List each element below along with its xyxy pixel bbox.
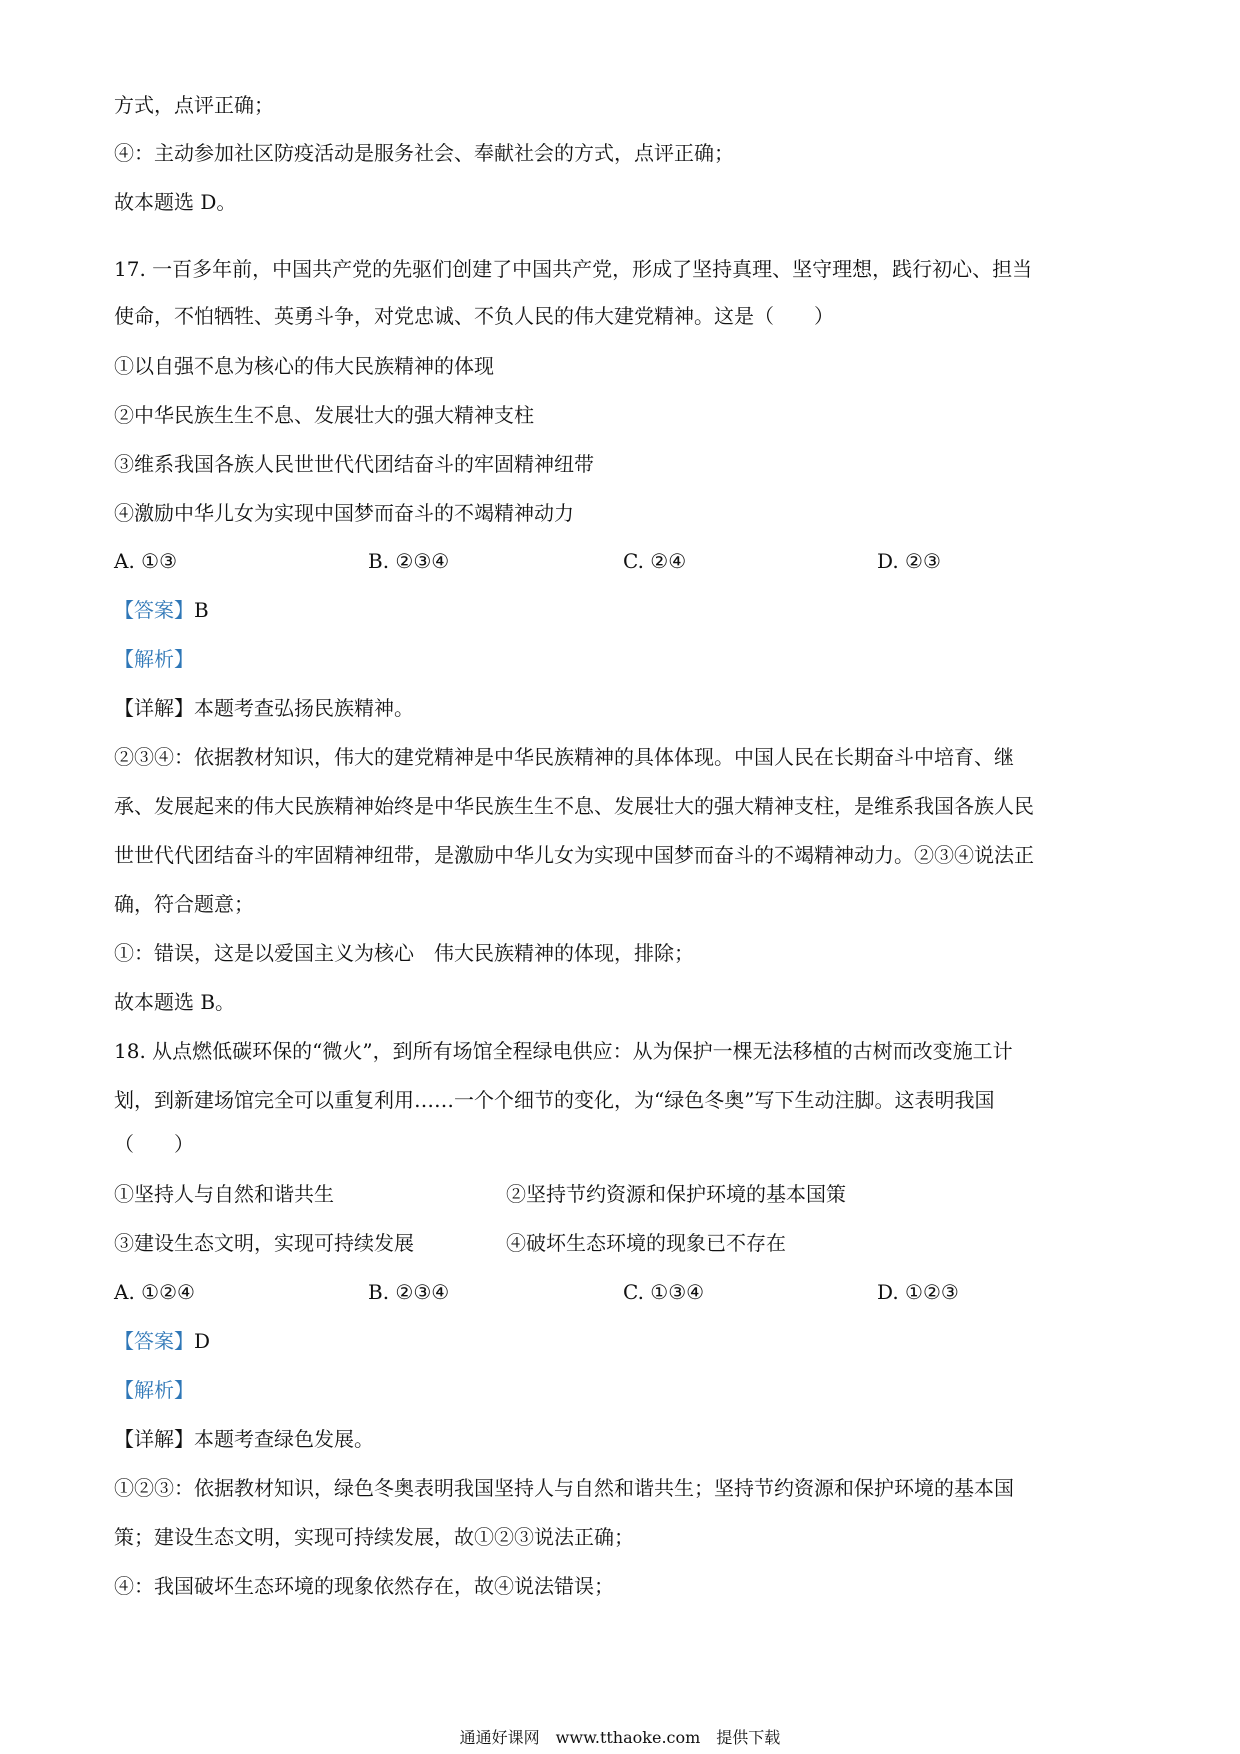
q17-statement: ④激励中华儿女为实现中国梦而奋斗的不竭精神动力 [114,501,574,525]
option-d: D. ②③ [877,549,941,573]
detail-tag: 【详解】 [114,696,194,720]
q18-analysis [114,1377,194,1403]
option-d: D. ①②③ [877,1280,959,1304]
answer-tag: 【答案】 [114,1329,194,1353]
option-a: A. ①③ [114,549,178,573]
q18-statement: ③建设生态文明，实现可持续发展 [114,1231,414,1255]
q17-stem: 17. 一百多年前，中国共产党的先驱们创建了中国共产党，形成了坚持真理、坚守理想，践行初心、担当 [114,257,1033,281]
q17-options [114,548,1134,574]
q17-stem: 使命，不怕牺牲、英勇斗争，对党忠诚、不负人民的伟大建党精神。这是（ ） [114,304,834,328]
q17-analysis [114,646,194,672]
text-line: 故本题选 D。 [114,190,237,214]
option-c: C. ②④ [623,549,687,573]
q17-explanation: 世世代代团结奋斗的牢固精神纽带，是激励中华儿女为实现中国梦而奋斗的不竭精神动力。②③④说法正 [114,843,1034,867]
q18-statement-row [114,1181,1134,1207]
option-b: B. ②③④ [368,549,450,573]
q18-options [114,1279,1134,1305]
q18-explanation: ④：我国破坏生态环境的现象依然存在，故④说法错误； [114,1574,614,1598]
q18-answer [114,1328,210,1354]
analysis-tag: 【解析】 [114,1378,194,1402]
option-c: C. ①③④ [623,1280,705,1304]
q17-explanation: ①：错误，这是以爱国主义为核心 伟大民族精神的体现，排除； [114,941,694,965]
answer-value: D [194,1329,211,1353]
q18-statement: ②坚持节约资源和保护环境的基本国策 [506,1182,846,1206]
q17-statement: ③维系我国各族人民世世代代团结奋斗的牢固精神纽带 [114,452,594,476]
q18-detail [114,1426,374,1452]
q18-stem: 划，到新建场馆完全可以重复利用……一个个细节的变化，为“绿色冬奥”写下生动注脚。这表明我国 [114,1088,995,1112]
detail-text: 本题考查绿色发展。 [194,1427,374,1451]
q17-statement: ①以自强不息为核心的伟大民族精神的体现 [114,354,494,378]
analysis-tag: 【解析】 [114,647,194,671]
text-line: 方式，点评正确； [114,93,274,117]
detail-text: 本题考查弘扬民族精神。 [194,696,414,720]
q18-explanation: 策；建设生态文明，实现可持续发展，故①②③说法正确； [114,1525,634,1549]
q17-detail [114,695,414,721]
q18-statement-row [114,1230,1134,1256]
option-a: A. ①②④ [114,1280,195,1304]
q18-stem: 18. 从点燃低碳环保的“微火”，到所有场馆全程绿电供应：从为保护一棵无法移植的古树而改变施工计 [114,1039,1013,1063]
answer-tag: 【答案】 [114,598,194,622]
detail-tag: 【详解】 [114,1427,194,1451]
q18-explanation: ①②③：依据教材知识，绿色冬奥表明我国坚持人与自然和谐共生；坚持节约资源和保护环境的基本国 [114,1476,1014,1500]
q18-statement: ④破坏生态环境的现象已不存在 [506,1231,786,1255]
q17-explanation: 故本题选 B。 [114,990,236,1014]
option-b: B. ②③④ [368,1280,450,1304]
q18-stem: （ ） [114,1132,194,1156]
q17-statement: ②中华民族生生不息、发展壮大的强大精神支柱 [114,403,534,427]
text-line: ④：主动参加社区防疫活动是服务社会、奉献社会的方式，点评正确； [114,141,734,165]
answer-value: B [194,598,209,622]
q17-explanation: 确，符合题意； [114,892,254,916]
page-footer: 通通好课网 www.tthaoke.com 提供下载 [459,1728,781,1747]
q18-statement: ①坚持人与自然和谐共生 [114,1182,334,1206]
q17-answer [114,597,209,623]
q17-explanation: 承、发展起来的伟大民族精神始终是中华民族生生不息、发展壮大的强大精神支柱，是维系我国各族人民 [114,794,1034,818]
q17-explanation: ②③④：依据教材知识，伟大的建党精神是中华民族精神的具体体现。中国人民在长期奋斗中培育、继 [114,745,1014,769]
